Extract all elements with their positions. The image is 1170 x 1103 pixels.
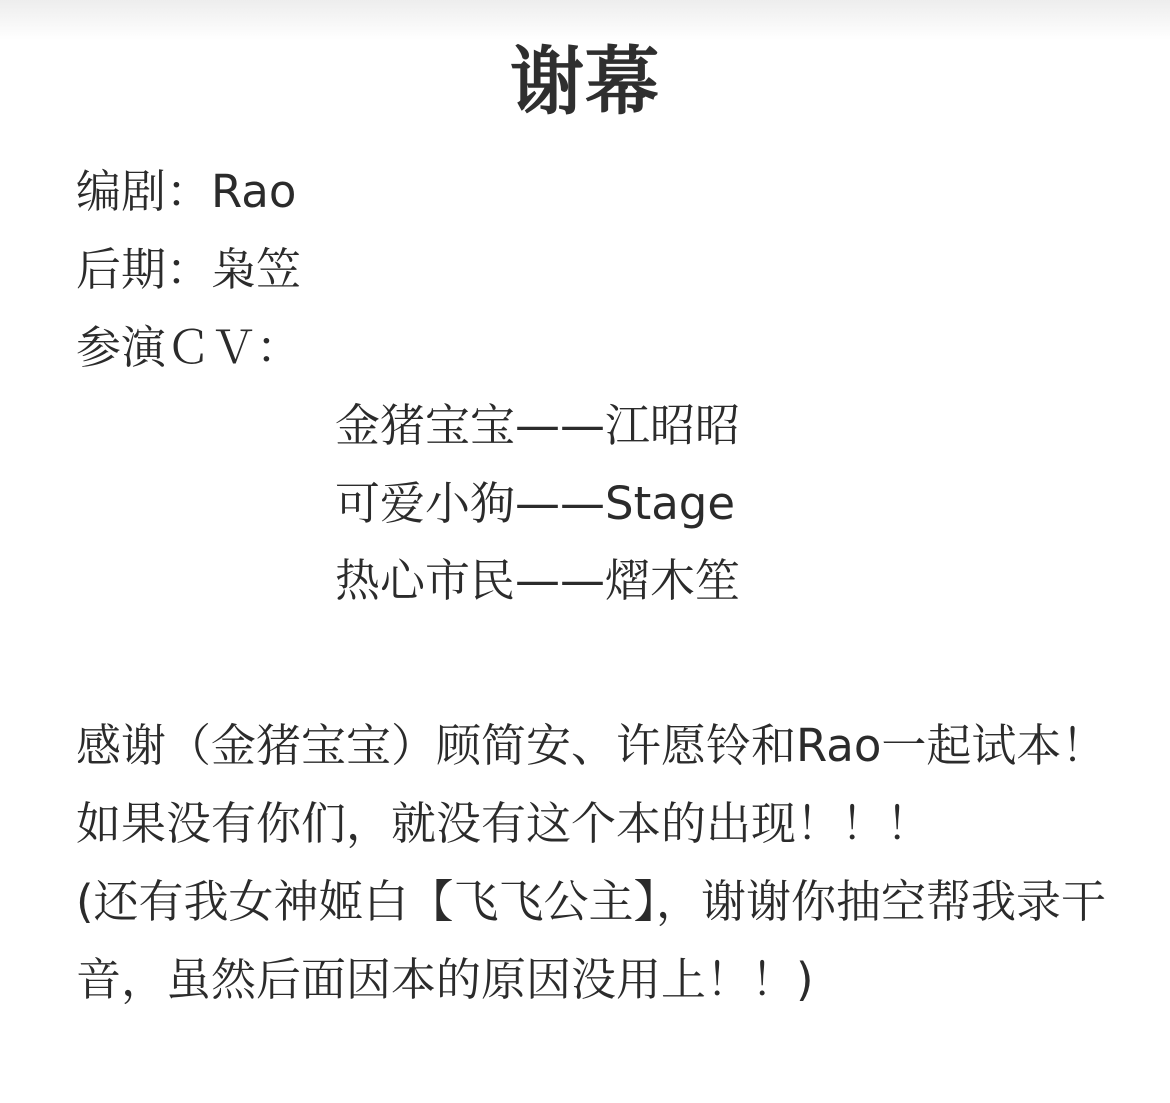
cast-entry — [335, 474, 735, 534]
cast-separator: —— — [515, 399, 606, 452]
cast-actor: 江昭昭 — [605, 399, 741, 452]
cast-role: 热心市民 — [335, 554, 516, 607]
thanks-paragraph: 感谢（金猪宝宝）顾简安、许愿铃和Rao一起试本！如果没有你们，就没有这个本的出现！！！ — [76, 719, 1107, 850]
cast-actor: Stage — [605, 477, 736, 530]
screenwriter-name: Rao — [211, 165, 297, 218]
thanks-paragraph-note: (还有我女神姬白【飞飞公主】，谢谢你抽空帮我录干音，虽然后面因本的原因没用上！！) — [76, 875, 1107, 1006]
screenwriter-label: 编剧： — [76, 165, 212, 218]
post-production-label: 后期： — [76, 243, 212, 296]
cast-heading: 参演ＣＶ： — [76, 321, 302, 374]
credit-screenwriter — [76, 162, 296, 222]
cast-actor: 熠木笙 — [605, 554, 741, 607]
cast-separator: —— — [515, 477, 606, 530]
thanks-section — [76, 707, 1116, 1019]
cast-role: 金猪宝宝 — [335, 399, 516, 452]
cast-role: 可爱小狗 — [335, 477, 516, 530]
cast-entry — [335, 551, 740, 611]
credit-post-production — [76, 240, 301, 300]
post-production-name: 枭笠 — [211, 243, 302, 296]
cast-separator: —— — [515, 554, 606, 607]
page-title: 谢幕 — [510, 39, 660, 125]
top-shadow — [0, 0, 1170, 40]
cast-entry — [335, 396, 740, 456]
